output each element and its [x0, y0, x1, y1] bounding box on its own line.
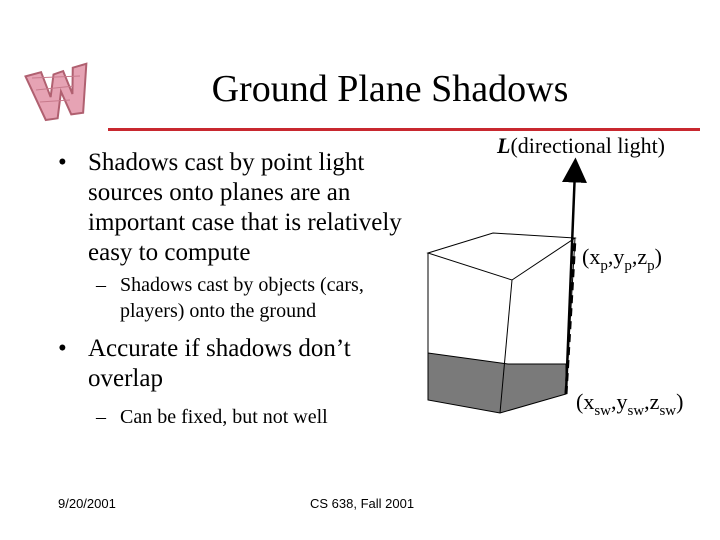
label-part: ,z [631, 244, 648, 269]
label-part: ,y [607, 244, 625, 269]
sub-bullet-text: Can be fixed, but not well [120, 406, 328, 428]
label-subscript: p [600, 258, 608, 274]
label-part: ) [654, 244, 662, 269]
box-top-face [428, 233, 575, 280]
shadow-region [428, 353, 566, 413]
bullet-item [58, 148, 428, 268]
bullet-dash: – [96, 406, 106, 428]
bullet-dot: • [58, 335, 67, 362]
bullet-text: Accurate if shadows don’t overlap [88, 335, 351, 392]
label-subscript: p [624, 258, 632, 274]
point-sw-label [576, 389, 684, 419]
bullet-dash: – [96, 274, 106, 296]
sub-bullet-item [58, 272, 428, 324]
shadow-diagram [420, 130, 720, 470]
university-w-logo [22, 56, 94, 122]
sub-bullet-item [58, 404, 428, 430]
label-part: ,z [644, 389, 660, 414]
label-subscript: p [647, 258, 655, 274]
slide-title: Ground Plane Shadows [211, 68, 569, 110]
footer-course: CS 638, Fall 2001 [310, 496, 415, 511]
label-subscript: sw [659, 403, 677, 419]
point-p-label [582, 244, 662, 274]
light-text: (directional light) [510, 133, 666, 158]
label-part: ,y [611, 389, 628, 414]
label-subscript: sw [594, 403, 611, 419]
bullet-dot: • [58, 149, 67, 176]
sub-bullet-text: Shadows cast by objects (cars, players) onto the ground [120, 274, 364, 322]
footer-date: 9/20/2001 [58, 496, 116, 511]
light-direction-label [497, 133, 665, 159]
label-subscript: sw [627, 403, 645, 419]
bullet-list [58, 148, 428, 430]
light-symbol: L [497, 133, 511, 158]
label-part: (x [576, 389, 595, 414]
bullet-text: Shadows cast by point light sources onto planes are an important case that is relatively easy to compute [88, 149, 402, 266]
label-part: (x [582, 244, 601, 269]
bullet-item [58, 334, 428, 394]
label-part: ) [676, 389, 684, 414]
